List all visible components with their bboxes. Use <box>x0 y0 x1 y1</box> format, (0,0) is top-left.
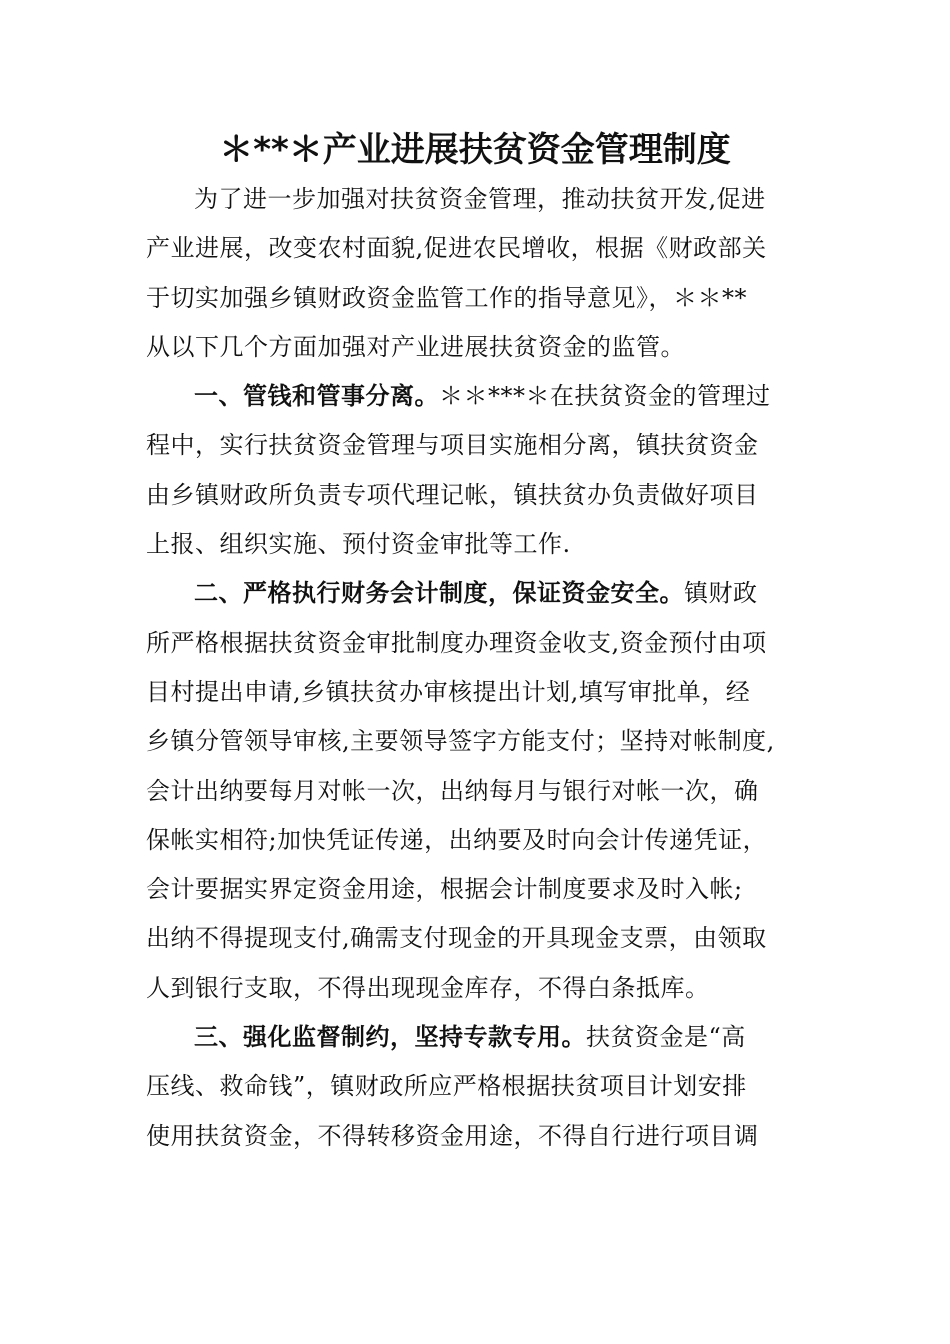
body-text-run: 人到银行支取，不得出现现金库存，不得白条抵库。 <box>146 973 710 1002</box>
section-heading: 二、严格执行财务会计制度，保证资金安全。 <box>194 579 684 608</box>
body-line <box>146 914 806 963</box>
section-heading: 三、强化监督制约，坚持专款专用。 <box>194 1023 586 1052</box>
document-body <box>146 175 806 1161</box>
body-text-run: 会计要据实界定资金用途，根据会计制度要求及时入帐; <box>146 875 743 904</box>
body-text-run: 乡镇分管领导审核,主要领导签字方能支付；坚持对帐制度, <box>146 727 775 756</box>
body-text-run: 由乡镇财政所负责专项代理记帐，镇扶贫办负责做好项目 <box>146 480 759 509</box>
body-text-run: 产业进展，改变农村面貌,促进农民增收，根据《财政部关 <box>146 234 767 263</box>
body-line <box>146 224 806 273</box>
body-text-run: 使用扶贫资金，不得转移资金用途，不得自行进行项目调 <box>146 1121 759 1150</box>
body-line <box>146 1112 806 1161</box>
body-text-run: 所严格根据扶贫资金审批制度办理资金收支,资金预付由项 <box>146 628 767 657</box>
body-text-run: 于切实加强乡镇财政资金监管工作的指导意见》，＊＊** <box>146 283 747 312</box>
body-text-run: 镇财政 <box>684 579 758 608</box>
body-line <box>146 323 806 372</box>
body-line <box>146 816 806 865</box>
body-text-run: 目村提出申请,乡镇扶贫办审核提出计划,填写审批单，经 <box>146 677 751 706</box>
body-text-run: 压线、救命钱”，镇财政所应严格根据扶贫项目计划安排 <box>146 1072 747 1101</box>
body-text-run: 出纳不得提现支付,确需支付现金的开具现金支票，由领取 <box>146 924 767 953</box>
body-line <box>146 569 806 618</box>
body-line <box>146 619 806 668</box>
body-text-run: ＊＊***＊在扶贫资金的管理过 <box>439 382 771 411</box>
body-text-run: 保帐实相符;加快凭证传递，出纳要及时向会计传递凭证， <box>146 825 768 854</box>
document-title: ＊**＊产业进展扶贫资金管理制度 <box>219 130 731 170</box>
body-line <box>146 767 806 816</box>
body-line <box>146 1062 806 1111</box>
body-text-run: 为了进一步加强对扶贫资金管理，推动扶贫开发,促进 <box>194 185 766 213</box>
body-line <box>146 865 806 914</box>
body-line <box>146 964 806 1013</box>
body-text-run: 上报、组织实施、预付资金审批等工作. <box>146 530 571 559</box>
body-line <box>146 471 806 520</box>
body-line <box>146 1013 806 1062</box>
body-text-run: 程中，实行扶贫资金管理与项目实施相分离，镇扶贫资金 <box>146 431 759 460</box>
body-line <box>146 421 806 470</box>
body-text-run: 扶贫资金是“高 <box>586 1023 746 1052</box>
body-line <box>146 668 806 717</box>
body-line <box>146 717 806 766</box>
body-text-run: 会计出纳要每月对帐一次，出纳每月与银行对帐一次，确 <box>146 776 759 805</box>
body-line <box>146 372 806 421</box>
body-text-run: 从以下几个方面加强对产业进展扶贫资金的监管。 <box>146 332 685 361</box>
body-line <box>146 175 806 224</box>
body-line <box>146 274 806 323</box>
body-line <box>146 520 806 569</box>
section-heading: 一、管钱和管事分离。 <box>194 382 439 411</box>
